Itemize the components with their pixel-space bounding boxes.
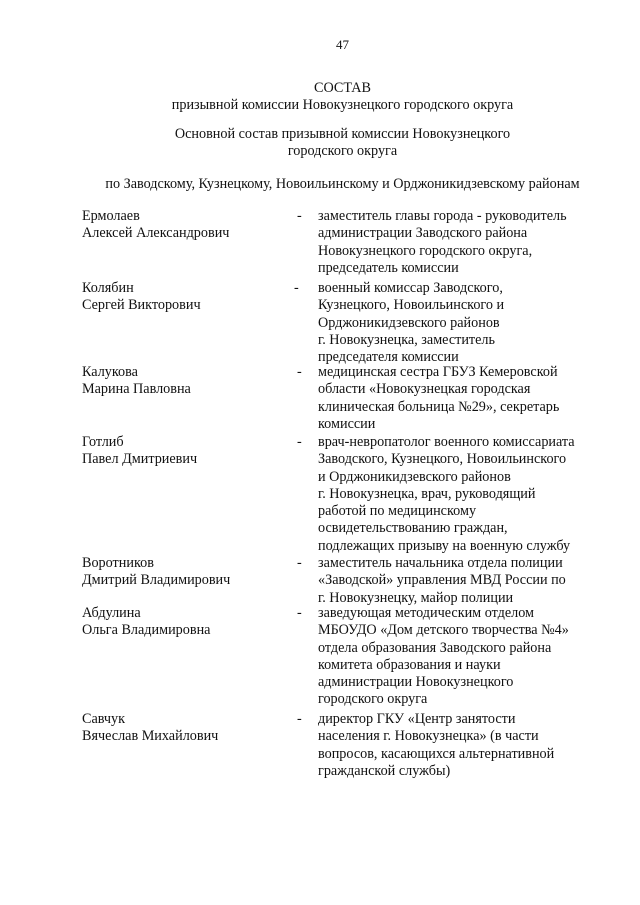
member-given-name: Павел Дмитриевич [82,451,198,468]
member-entry [82,555,612,607]
member-name [82,280,292,315]
role-line: области «Новокузнецкая городская [318,381,531,398]
role-line: вопросов, касающихся альтернативной [318,745,555,762]
member-name [82,555,292,590]
role-line: освидетельствованию граждан, [318,520,508,537]
member-given-name: Дмитрий Владимирович [82,572,231,589]
role-line: населения г. Новокузнецка» (в части [318,728,539,745]
role-line: работой по медицинскому [318,503,477,520]
member-surname: Савчук [82,711,126,727]
role-line: заместитель начальника отдела полиции [318,555,563,571]
role-line: медицинская сестра ГБУЗ Кемеровской [318,364,558,380]
member-role [318,711,608,780]
member-surname: Абдулина [82,605,141,621]
role-line: директор ГКУ «Центр занятости [318,711,516,727]
role-line: Кузнецкого, Новоильинского и [318,297,505,314]
role-line: Орджоникидзевского районов [318,314,500,331]
member-entry [82,711,612,780]
role-line: врач-невропатолог военного комиссариата [318,434,575,450]
member-given-name: Марина Павловна [82,381,191,398]
member-role [318,280,608,366]
role-line: г. Новокузнецка, заместитель [318,331,495,348]
role-line: отдела образования Заводского района [318,639,552,656]
role-line: администрации Заводского района [318,225,528,242]
member-given-name: Алексей Александрович [82,225,230,242]
role-line: комиссии [318,415,376,432]
member-role [318,208,608,277]
member-surname: Ермолаев [82,208,140,224]
role-line: председателя комиссии [318,349,459,366]
member-name [82,434,292,469]
role-line: «Заводской» управления МВД России по [318,572,566,589]
member-entry [82,280,612,366]
role-line: Новокузнецкого городского округа, [318,242,533,259]
main-composition-heading [0,126,640,160]
member-given-name: Вячеслав Михайлович [82,728,219,745]
dash-separator: - [297,711,302,727]
member-entry [82,434,612,555]
document-title: СОСТАВ [313,80,371,96]
member-role [318,434,608,555]
role-line: администрации Новокузнецкого [318,674,514,691]
role-line: заместитель главы города - руководитель [318,208,567,224]
document-subtitle: призывной комиссии Новокузнецкого городского округа [171,97,514,113]
dash-separator: - [297,208,302,224]
role-line: МБОУДО «Дом детского творчества №4» [318,622,569,639]
member-surname: Готлиб [82,434,124,450]
role-line: председатель комиссии [318,259,459,276]
member-entry [82,605,612,709]
member-entry [82,208,612,277]
dash-separator: - [297,364,302,380]
dash-separator: - [297,434,302,450]
role-line: г. Новокузнецку, майор полиции [318,589,514,606]
member-role [318,555,608,607]
member-surname: Воротников [82,555,154,571]
member-surname: Калукова [82,364,138,380]
role-line: городского округа [318,691,428,708]
role-line: Заводского, Кузнецкого, Новоильинского [318,451,567,468]
role-line: и Орджоникидзевского районов [318,468,511,485]
districts-heading: по Заводскому, Кузнецкому, Новоильинскому и Орджоникидзевскому районам [105,176,580,192]
role-line: гражданской службы) [318,762,451,779]
member-surname: Колябин [82,280,134,296]
role-line: заведующая методическим отделом [318,605,535,621]
role-line: военный комиссар Заводского, [318,280,503,296]
role-line: комитета образования и науки [318,656,501,673]
document-title-block [0,80,640,114]
dash-separator: - [297,605,302,621]
member-name [82,208,292,243]
role-line: подлежащих призыву на военную службу [318,537,571,554]
role-line: клиническая больница №29», секретарь [318,398,560,415]
page-number: 47 [336,37,349,52]
member-name [82,364,292,399]
member-role [318,364,608,433]
member-entry [82,364,612,433]
dash-separator: - [297,555,302,571]
role-line: г. Новокузнецка, врач, руководящий [318,485,536,502]
heading-line: Основной состав призывной комиссии Новокузнецкого [174,126,511,142]
member-given-name: Ольга Владимировна [82,622,211,639]
member-name [82,711,292,746]
member-name [82,605,292,640]
member-given-name: Сергей Викторович [82,297,201,314]
heading-line: городского округа [287,143,398,159]
dash-separator: - [294,280,299,296]
member-role [318,605,608,709]
